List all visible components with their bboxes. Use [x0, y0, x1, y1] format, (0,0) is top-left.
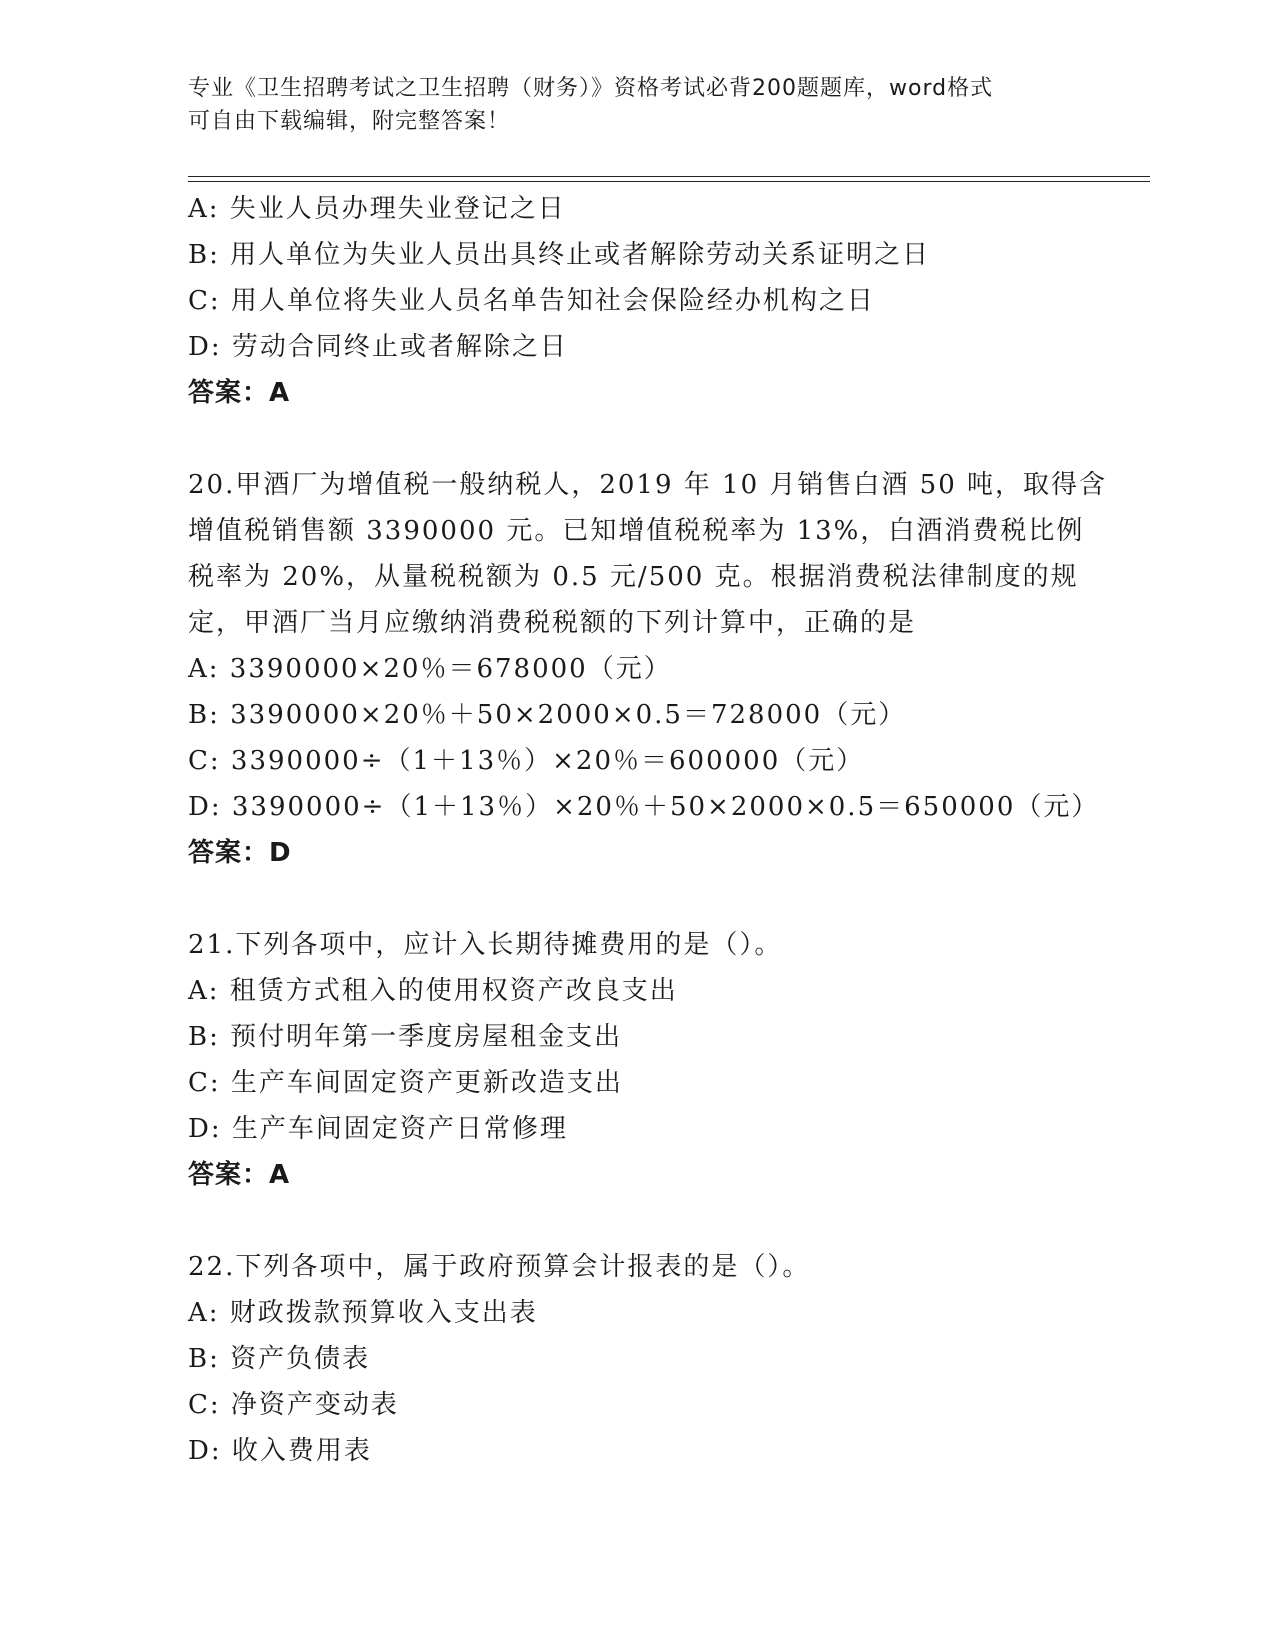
spacer [188, 416, 1088, 462]
option-d: D: 劳动合同终止或者解除之日 [188, 332, 568, 362]
option-a: A: 财政拨款预算收入支出表 [188, 1298, 538, 1328]
question-stem-line: 20.甲酒厂为增值税一般纳税人，2019 年 10 月销售白酒 50 吨，取得含 [188, 470, 1108, 500]
question-stem-line: 定，甲酒厂当月应缴纳消费税税额的下列计算中，正确的是 [188, 608, 917, 638]
option-d: D: 生产车间固定资产日常修理 [188, 1114, 568, 1144]
question-stem-line: 税率为 20%，从量税税额为 0.5 元/500 克。根据消费税法律制度的规 [188, 562, 1079, 592]
question-19-continued [188, 186, 1088, 416]
option-d: D: 收入费用表 [188, 1436, 372, 1466]
question-stem-line: 22.下列各项中，属于政府预算会计报表的是（）。 [188, 1252, 811, 1282]
question-content [188, 186, 1108, 1474]
option-a: A: 失业人员办理失业登记之日 [188, 194, 566, 224]
spacer [188, 1198, 1088, 1244]
question-22 [188, 1244, 1088, 1474]
question-20 [188, 462, 1108, 876]
question-stem-line: 21.下列各项中，应计入长期待摊费用的是（）。 [188, 930, 783, 960]
header-title-line-2: 可自由下载编辑，附完整答案！ [188, 109, 511, 134]
option-c: C: 净资产变动表 [188, 1390, 399, 1420]
option-c: C: 3390000÷（1＋13％）×20％＝600000（元） [188, 746, 865, 776]
header-divider-bottom [188, 181, 1150, 182]
header-title-line-1: 专业《卫生招聘考试之卫生招聘（财务）》资格考试必背200题题库，word格式 [188, 76, 994, 101]
option-b: B: 3390000×20％＋50×2000×0.5＝728000（元） [188, 700, 907, 730]
answer: 答案：A [188, 1160, 291, 1190]
header-divider-top [188, 176, 1150, 177]
spacer [188, 876, 1088, 922]
option-b: B: 预付明年第一季度房屋租金支出 [188, 1022, 623, 1052]
option-a: A: 3390000×20％＝678000（元） [188, 654, 672, 684]
question-stem-line: 增值税销售额 3390000 元。已知增值税税率为 13%，白酒消费税比例 [188, 516, 1085, 546]
option-b: B: 资产负债表 [188, 1344, 371, 1374]
answer: 答案：A [188, 378, 291, 408]
option-a: A: 租赁方式租入的使用权资产改良支出 [188, 976, 678, 1006]
option-c: C: 生产车间固定资产更新改造支出 [188, 1068, 623, 1098]
option-b: B: 用人单位为失业人员出具终止或者解除劳动关系证明之日 [188, 240, 931, 270]
option-c: C: 用人单位将失业人员名单告知社会保险经办机构之日 [188, 286, 875, 316]
document-header [188, 72, 1088, 138]
question-21 [188, 922, 1088, 1198]
answer: 答案：D [188, 838, 292, 868]
option-d: D: 3390000÷（1＋13％）×20％＋50×2000×0.5＝650000（元） [188, 792, 1100, 822]
